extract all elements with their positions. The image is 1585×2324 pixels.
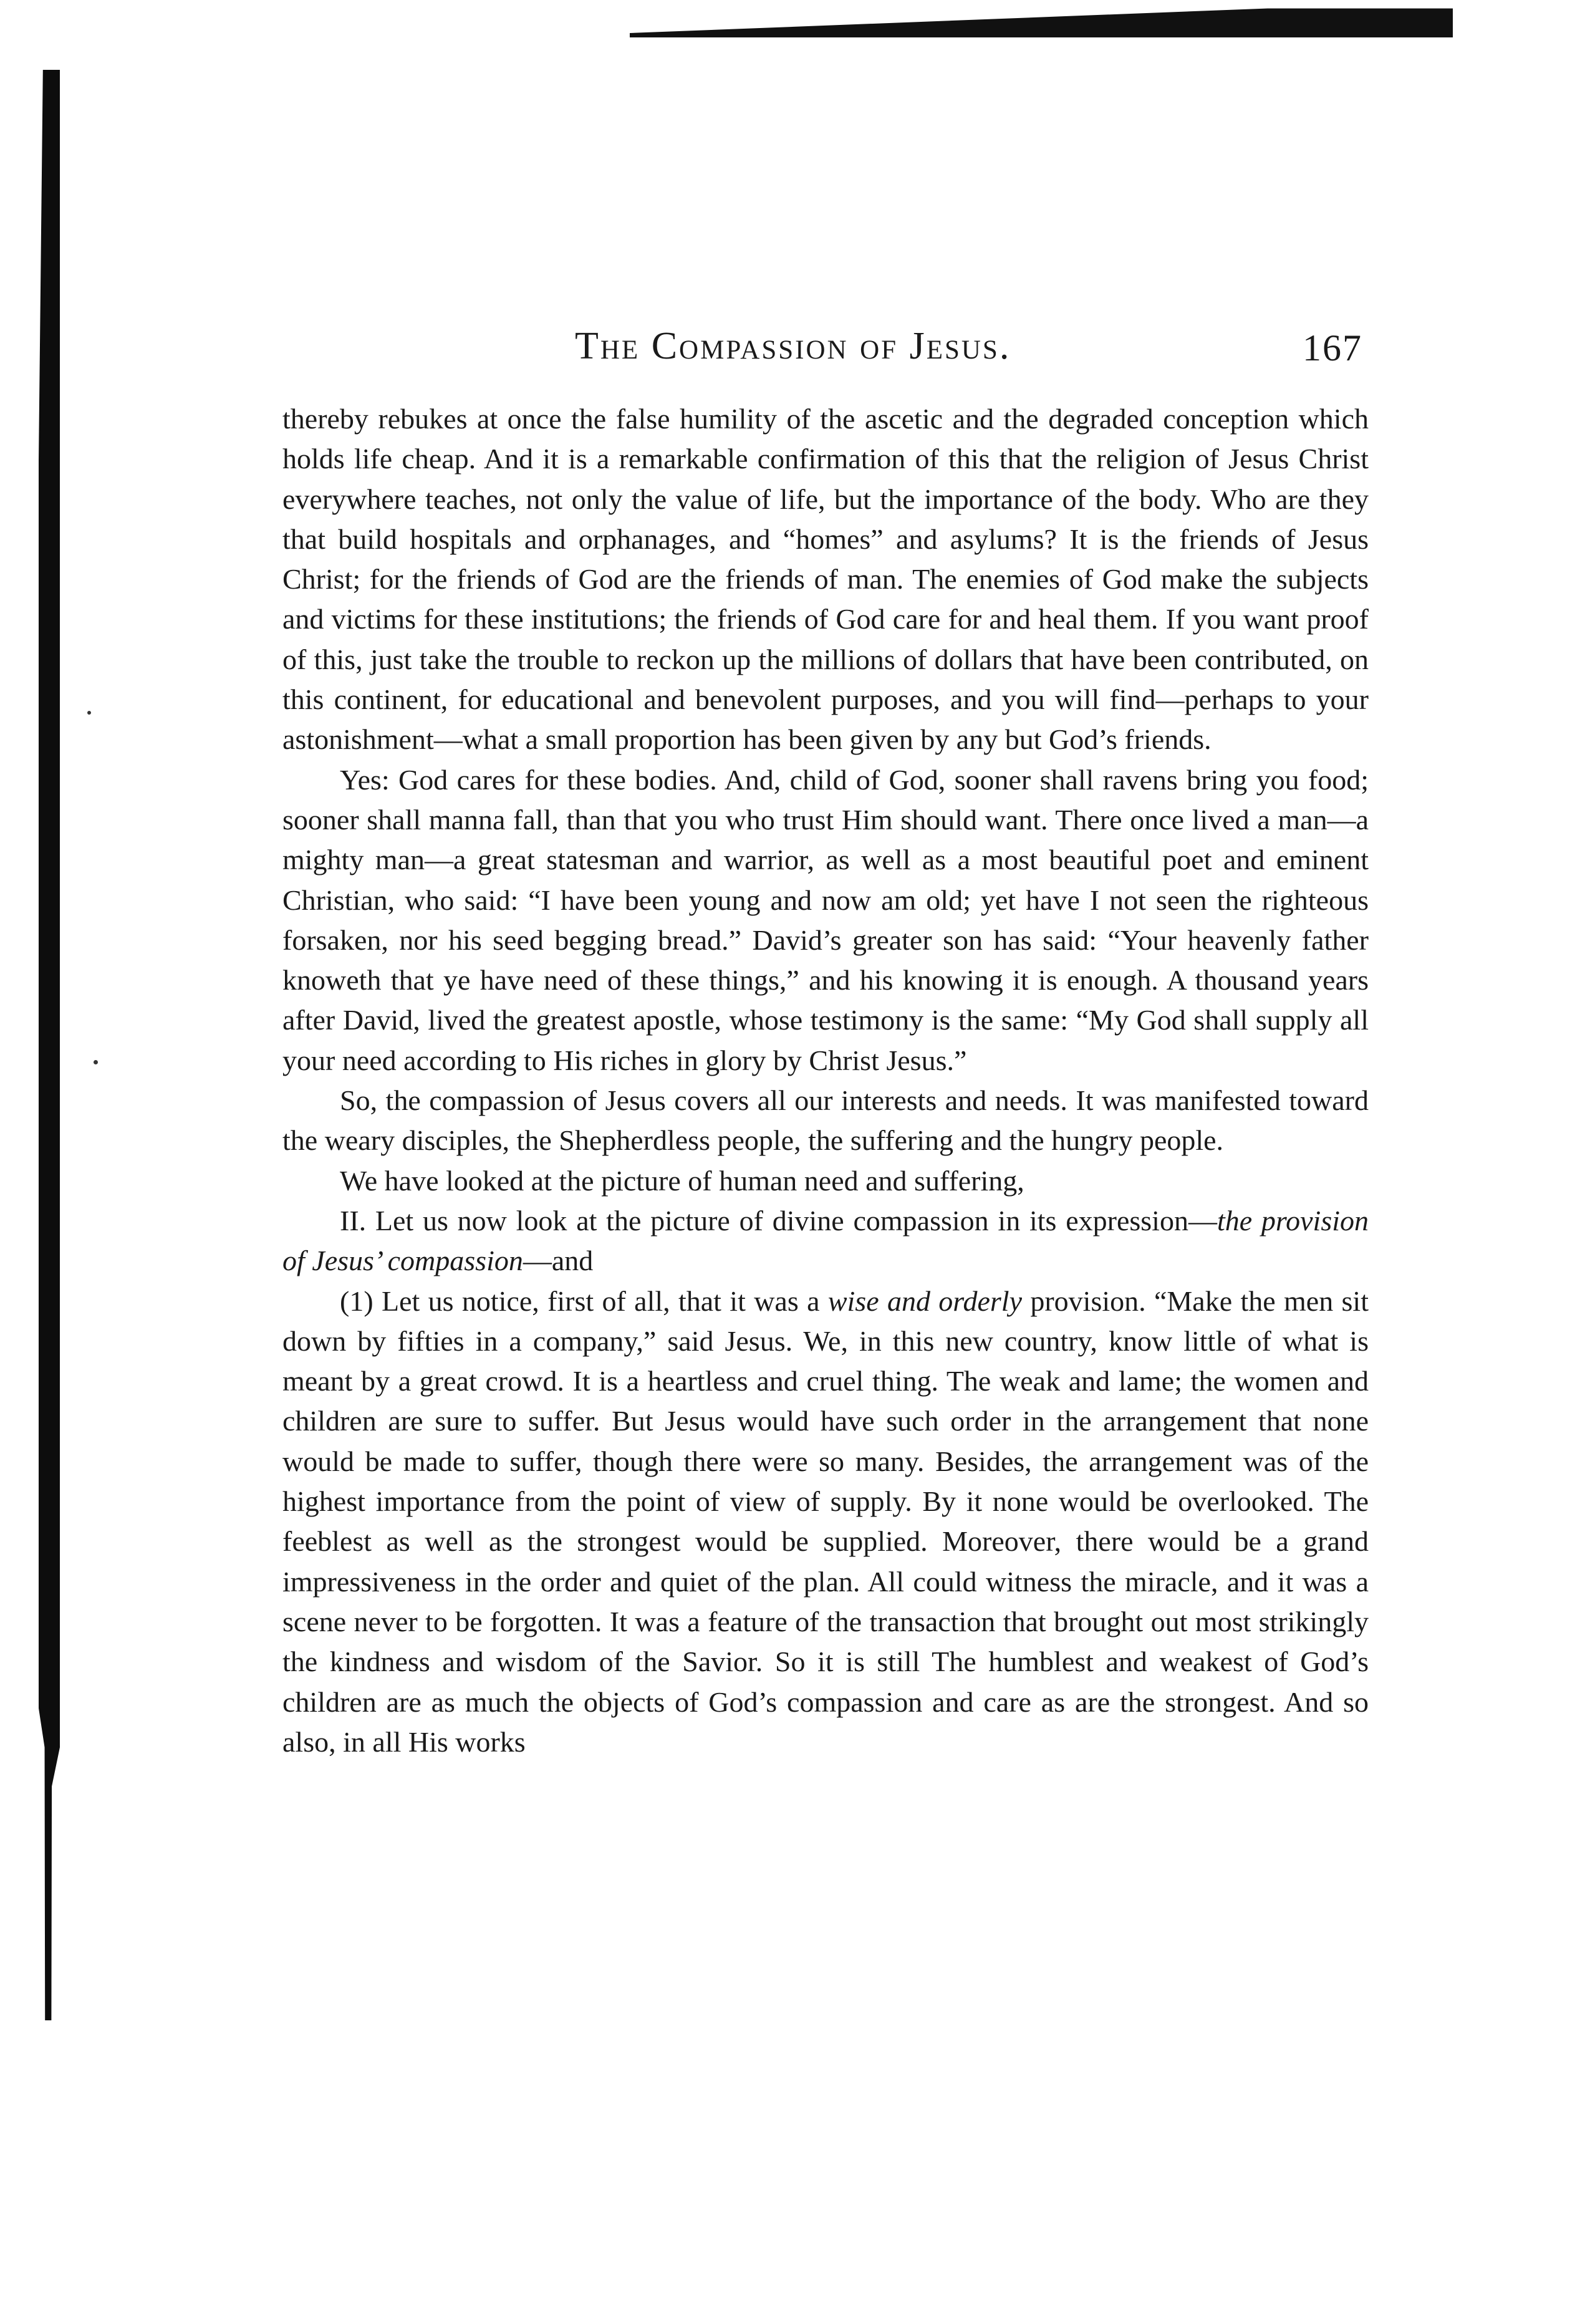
- page-header: [284, 324, 1369, 374]
- subsection-one-tail: provision. “Make the men sit down by fifties in a company,” said Jesus. We, in this new country, know little of what is meant by a great crowd. It is a heartless and cruel thing. The weak and lame; the women and children are sure to suffer. But Jesus would have such order in the arrangement that none would be made to suffer, though there were so many. Besides, the arrangement was of the highest importance from the point of view of supply. By it none would be overlooked. The feeblest as well as the strongest would be supplied. Moreover, there would be a grand impressiveness in the order and quiet of the plan. All could witness the miracle, and it was a scene never to be forgotten. It was a feature of the transaction that brought out most strikingly the kindness and wisdom of the Savior. So it is still The humblest and weakest of God’s children are as much the objects of God’s compassion and care as are the strongest. And so also, in all His works: [282, 1285, 1369, 1758]
- scan-speck: [87, 711, 91, 715]
- paragraph-section-two: [282, 1201, 1369, 1281]
- section-two-lead: II. Let us now look at the picture of divine compassion in its expression—: [340, 1204, 1217, 1237]
- text-body: [282, 399, 1369, 1762]
- section-two-italic: the provision of Jesus’ compassion: [282, 1204, 1369, 1277]
- paragraph-continuation: thereby rebukes at once the false humility of the ascetic and the degraded conception which holds life cheap. And it is a remarkable confirmation of this that the religion of Jesus Christ everywhere teaches, not only the value of life, but the importance of the body. Who are they that build hospitals and orphanages, and “homes” and asylums? It is the friends of Jesus Christ; for the friends of God are the friends of man. The enemies of God make the subjects and victims for these institutions; the friends of God care for and heal them. If you want proof of this, just take the trouble to reckon up the millions of dollars that have been contributed, on this continent, for educational and benevolent purposes, and you will find—perhaps to your astonishment—what a small proportion has been given by any but God’s friends.: [282, 403, 1369, 756]
- page-number: 167: [1303, 327, 1362, 369]
- paragraph-looked-at-picture: We have looked at the picture of human need and suffering,: [340, 1164, 1024, 1197]
- subsection-one-lead: (1) Let us notice, first of all, that it was a: [340, 1285, 828, 1317]
- section-two-tail: —and: [523, 1245, 594, 1277]
- scan-speck: [94, 1060, 98, 1064]
- paragraph-subsection-one: [282, 1281, 1369, 1763]
- running-title: The Compassion of Jesus.: [575, 325, 1011, 367]
- paragraph-god-cares: Yes: God cares for these bodies. And, child of God, sooner shall ravens bring you food; sooner shall manna fall, than that you who trust Him should want. There once lived a man—a mighty man—a great statesman and warrior, as well as a most beautiful poet and eminent Christian, who said: “I have been young and now am old; yet have I not seen the righteous forsaken, nor his seed begging bread.” David’s greater son has said: “Your heavenly father knoweth that ye have need of these things,” and his knowing it is enough. A thousand years after David, lived the greatest apostle, whose testimony is the same: “My God shall supply all your need according to His riches in glory by Christ Jesus.”: [282, 763, 1369, 1076]
- scan-edge-top: [630, 1, 1453, 37]
- scan-edge-left: [39, 70, 60, 2020]
- subsection-one-italic: wise and orderly: [827, 1285, 1023, 1317]
- paragraph-compassion-covers: So, the compassion of Jesus covers all our interests and needs. It was manifested toward the weary disciples, the Shepherdless people, the suffering and the hungry people.: [282, 1084, 1369, 1157]
